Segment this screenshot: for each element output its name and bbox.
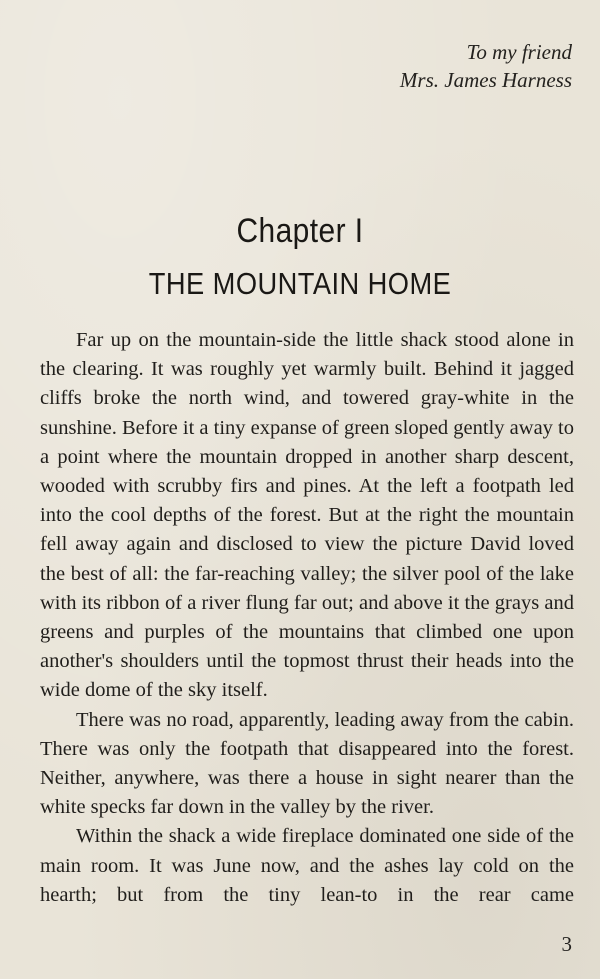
dedication — [400, 38, 572, 94]
chapter-body — [40, 326, 574, 910]
dedication-line-1: To my friend — [466, 40, 572, 64]
chapter-title: THE MOUNTAIN HOME — [148, 266, 452, 301]
dedication-line-2: Mrs. James Harness — [399, 68, 572, 92]
page-number: 3 — [561, 932, 572, 956]
paragraph: Within the shack a wide fireplace dominated one side of the main room. It was June now, and the ashes lay cold on the hearth; but from the tiny lean-to in the rear came — [40, 825, 574, 906]
chapter-number: Chapter I — [236, 212, 364, 250]
paragraph: Far up on the mountain-side the little shack stood alone in the clearing. It was roughly yet warmly built. Behind it jagged cliffs broke the north wind, and towered gray-white in the sunshine. Before it a tiny expanse of green sloped gently away to a point where the mountain dropped in another sharp descent, wooded with scrubby firs and pines. At the left a footpath led into the cool depths of the forest. But at the right the mountain fell away again and disclosed to view the picture David loved the best of all: the far-reaching valley; the silver pool of the lake with its ribbon of a river flung far out; and above it the grays and greens and purples of the mountains that climbed one upon another's shoulders until the topmost thrust their heads into the wide dome of the sky itself. — [40, 329, 574, 702]
paragraph: There was no road, apparently, leading away from the cabin. There was only the footpath that disappeared into the forest. Neither, anywhere, was there a house in sight nearer than the white specks far down in the valley by the river. — [40, 708, 574, 819]
